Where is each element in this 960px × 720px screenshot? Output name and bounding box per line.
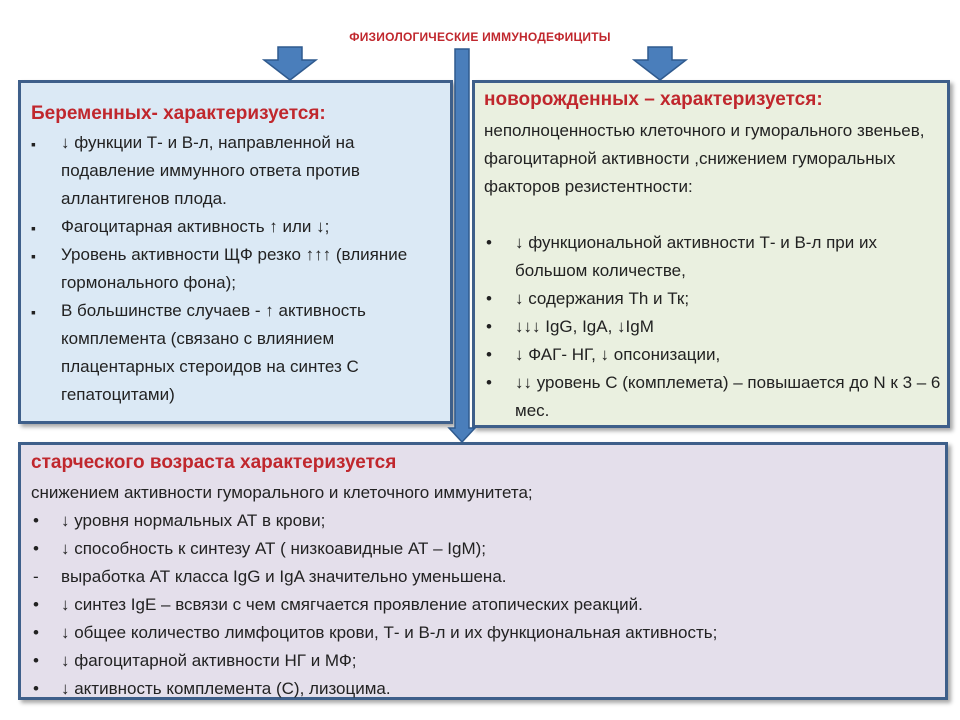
list-item: ▪ В большинстве случаев - ↑ активность комплемента (связано с влиянием плацентарных стероидов на синтез С гепатоцитами) <box>31 297 446 409</box>
dash-bullet-icon: - <box>33 567 39 586</box>
bullet-icon: • <box>33 651 39 670</box>
square-bullet-icon: ▪ <box>31 220 36 236</box>
square-bullet-icon: ▪ <box>31 304 36 320</box>
elderly-box <box>18 442 948 700</box>
elderly-text: снижением активности гуморального и клеточного иммунитета; <box>31 483 533 502</box>
arrow-down-center-icon <box>447 48 477 444</box>
list-item: • ↓ содержания Th и Тк; <box>484 285 944 313</box>
list-item: • ↓ способность к синтезу АТ ( низкоавидные АТ – IgM); <box>31 535 936 563</box>
bullet-icon: • <box>33 595 39 614</box>
newborn-box <box>472 80 950 428</box>
elderly-heading: старческого возраста характеризуется <box>31 452 397 473</box>
list-item: • ↓ функциональной активности Т- и В-л при их большом количестве, <box>484 229 944 285</box>
bullet-icon: • <box>486 233 492 252</box>
list-item: • ↓ фагоцитарной активности НГ и МФ; <box>31 647 936 675</box>
pregnant-box <box>18 80 453 424</box>
square-bullet-icon: ▪ <box>31 136 36 152</box>
bullet-icon: • <box>33 623 39 642</box>
list-item: • ↓ ФАГ- НГ, ↓ опсонизации, <box>484 341 944 369</box>
list-item: ▪ ↓ функции Т- и В-л, направленной на подавление иммунного ответа против аллантигенов плода. <box>31 129 446 213</box>
newborn-list <box>484 229 944 425</box>
list-item: • ↓ активность комплемента (С), лизоцима. <box>31 675 936 703</box>
pregnant-list <box>31 129 446 409</box>
list-item: - выработка АТ класса IgG и IgA значительно уменьшена. <box>31 563 936 591</box>
list-item: • ↓ уровня нормальных АТ в крови; <box>31 507 936 535</box>
list-item: ▪ Уровень активности ЩФ резко ↑↑↑ (влияние гормонального фона); <box>31 241 446 297</box>
list-item: ▪ Фагоцитарная активность ↑ или ↓; <box>31 213 446 241</box>
arrow-down-right-icon <box>632 46 688 82</box>
newborn-text: неполноценностью клеточного и гуморального звеньев, фагоцитарной активности ,снижением гуморальных факторов резистентности: <box>484 121 925 196</box>
elderly-list <box>31 507 936 703</box>
bullet-icon: • <box>33 539 39 558</box>
page-title: ФИЗИОЛОГИЧЕСКИЕ ИММУНОДЕФИЦИТЫ <box>349 30 611 44</box>
bullet-icon: • <box>33 679 39 698</box>
list-item: • ↓ общее количество лимфоцитов крови, Т- и В-л и их функциональная активность; <box>31 619 936 647</box>
arrow-down-left-icon <box>262 46 318 82</box>
square-bullet-icon: ▪ <box>31 248 36 264</box>
newborn-heading: новорожденных – характеризуется: <box>484 89 823 110</box>
list-item: • ↓↓ уровень С (комплемета) – повышается до N к 3 – 6 мес. <box>484 369 944 425</box>
list-item: • ↓↓↓ IgG, IgA, ↓IgM <box>484 313 944 341</box>
bullet-icon: • <box>486 317 492 336</box>
bullet-icon: • <box>33 511 39 530</box>
bullet-icon: • <box>486 345 492 364</box>
bullet-icon: • <box>486 373 492 392</box>
bullet-icon: • <box>486 289 492 308</box>
pregnant-heading: Беременных- характеризуется: <box>31 103 326 124</box>
list-item: • ↓ синтез IgE – всвязи с чем смягчается проявление атопических реакций. <box>31 591 936 619</box>
